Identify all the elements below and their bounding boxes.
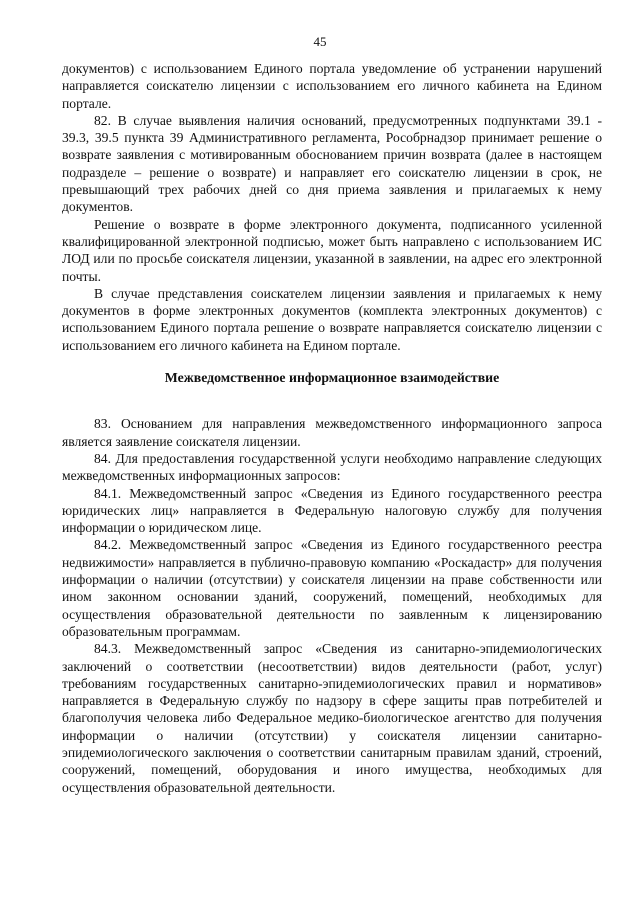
paragraph-84: 84. Для предоставления государственной услуги необходимо направление следующих межведомственных информационных запросов: [62, 450, 602, 484]
document-body [62, 60, 602, 796]
section-heading: Межведомственное информационное взаимодействие [164, 370, 500, 386]
paragraph-continuation: документов) с использованием Единого портала уведомление об устранении нарушений направляется соискателю лицензии с использованием его личного кабинета на Едином портале. [62, 61, 602, 111]
paragraph-84-3: 84.3. Межведомственный запрос «Сведения из санитарно-эпидемиологических заключений о соответствии (несоответствии) видов деятельности (работ, услуг) требованиям государственных санитарно-эпидемиологических правил и нормативов» направляется в Федеральную службу по надзору в сфере защиты прав потребителей и благополучия человека либо Федеральное медико-биологическое агентство для получения информации о наличии (отсутствии) у соискателя лицензии санитарно-эпидемиологического заключения о соответствии санитарным правилам зданий, строений, сооружений, помещений, оборудования и иного имущества, необходимых для осуществления образовательной деятельности. [62, 641, 602, 795]
paragraph-84-1: 84.1. Межведомственный запрос «Сведения из Единого государственного реестра юридических лиц» направляется в Федеральную налоговую службу для получения информации о юридическом лице. [62, 485, 602, 536]
paragraph-83: 83. Основанием для направления межведомственного информационного запроса является заявление соискателя лицензии. [62, 416, 602, 449]
paragraph-84-2: 84.2. Межведомственный запрос «Сведения из Единого государственного реестра недвижимости» направляется в публично-правовую компанию «Роскадастр» для получения информации о наличии (отсутствии) у соискателя лицензии на праве собственности или ином законном основании зданий, сооружений, помещений, необходимых для осуществления образовательной деятельности по заявленным к лицензированию образовательным программам. [62, 537, 602, 639]
paragraph-82-decision: Решение о возврате в форме электронного документа, подписанного усиленной квалифицированной электронной подписью, может быть направлено с использованием ИС ЛОД или по просьбе соискателя лицензии, указанной в заявлении, на адрес его электронной почты. [62, 216, 602, 284]
page-number: 45 [313, 34, 327, 49]
paragraph-82: 82. В случае выявления наличия оснований, предусмотренных подпунктами 39.1 - 39.3, 39.5 пункта 39 Административного регламента, Рособрнадзор принимает решение о возврате заявления с мотивированным обоснованием причин возврата (далее в настоящем подразделе – решение о возврате) и направляет его соискателю лицензии в срок, не превышающий трех рабочих дней со дня приема заявления и прилагаемых к нему документов. [62, 112, 602, 215]
paragraph-82-portal: В случае представления соискателем лицензии заявления и прилагаемых к нему документов в форме электронных документов (комплекта электронных документов) с использованием Единого портала решение о возврате направляется соискателю лицензии с использованием его личного кабинета на Едином портале. [62, 285, 602, 353]
